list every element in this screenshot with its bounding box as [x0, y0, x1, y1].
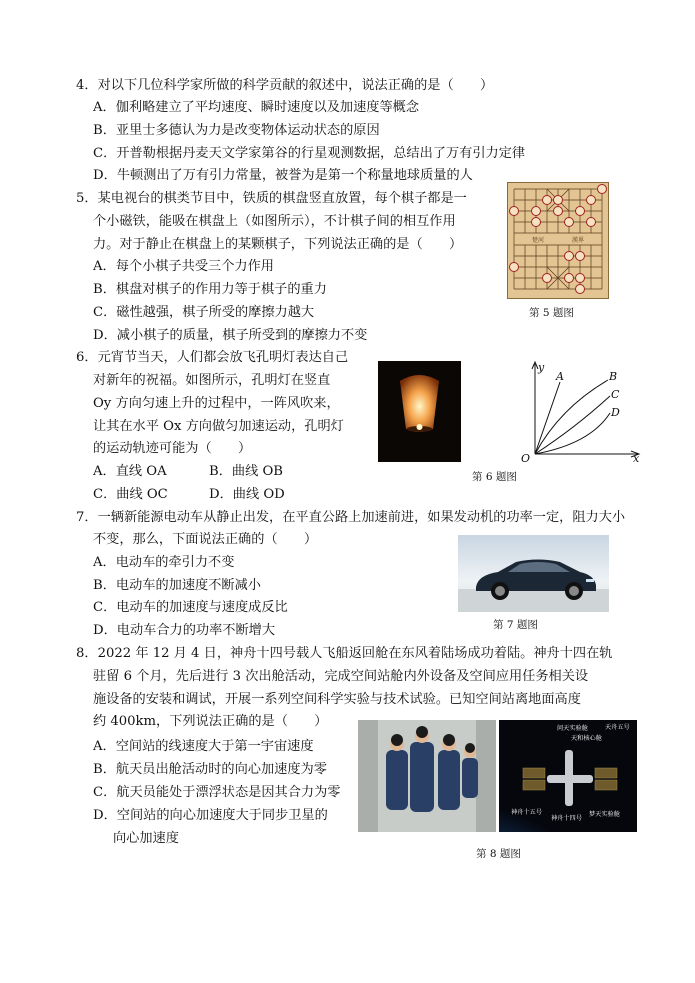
- q7-stem-line1: 7．一辆新能源电动车从静止出发，在平直公路上加速前进，如果发动机的功率一定，阻力大小: [76, 510, 626, 525]
- q5-stem-line2: 个小磁铁，能吸在棋盘上（如图所示），不计棋子间的相互作用: [93, 214, 456, 229]
- q4-stem: 4．对以下几位科学家所做的科学贡献的叙述中，说法正确的是（ ）: [76, 78, 494, 93]
- label-d: D: [611, 406, 620, 419]
- q4-option-d: D．牛顿测出了万有引力常量，被誉为是第一个称量地球质量的人: [93, 168, 473, 183]
- label-mengtian: 梦天实验舱: [589, 811, 620, 818]
- label-sz15: 神舟十五号: [511, 809, 542, 816]
- q6-stem-line5: 的运动轨迹可能为（ ）: [93, 441, 252, 456]
- curve-ob: [535, 380, 608, 454]
- q8-stem-line4: 约 400km，下列说法正确的是（ ）: [93, 714, 328, 729]
- board-text-right: 漢界: [572, 237, 585, 244]
- q8-option-c: C．航天员能处于漂浮状态是因其合力为零: [93, 785, 341, 800]
- space-station-photo: [499, 720, 637, 832]
- label-wentian: 问天实验舱: [557, 725, 588, 732]
- q6-stem-line2: 对新年的祝福。如图所示，孔明灯在竖直: [93, 373, 331, 388]
- q8-option-d-line1: D．空间站的向心加速度大于同步卫星的: [93, 808, 328, 823]
- board-text-left: 楚河: [532, 237, 545, 244]
- q8-option-d-line2: 向心加速度: [113, 831, 179, 846]
- q7-figure-caption: 第 7 题图: [493, 619, 538, 631]
- q7-option-d: D．电动车合力的功率不断增大: [93, 623, 276, 638]
- q5-option-d: D．减小棋子的质量，棋子所受到的摩擦力不变: [93, 328, 368, 343]
- q6-option-a: A．直线 OA: [93, 464, 167, 479]
- q6-stem-line4: 让其在水平 Ox 方向做匀加速运动，孔明灯: [93, 419, 344, 434]
- q7-option-a: A．电动车的牵引力不变: [93, 555, 235, 570]
- q5-option-b: B．棋盘对棋子的作用力等于棋子的重力: [93, 282, 327, 297]
- line-oa: [535, 382, 560, 454]
- y-axis-label: y: [538, 361, 545, 374]
- q8-figure-caption: 第 8 题图: [476, 848, 521, 860]
- label-sz14: 神舟十四号: [551, 815, 582, 822]
- curve-od: [535, 413, 610, 454]
- astronauts-photo: [358, 720, 496, 832]
- q5-option-a: A．每个小棋子共受三个力作用: [93, 259, 274, 274]
- q5-stem-line1: 5．某电视台的棋类节目中，铁质的棋盘竖直放置，每个棋子都是一: [76, 191, 467, 206]
- q6-option-c: C．曲线 OC: [93, 487, 168, 502]
- q5-stem-line3: 力。对于静止在棋盘上的某颗棋子，下列说法正确的是（ ）: [93, 237, 463, 252]
- q7-option-b: B．电动车的加速度不断减小: [93, 578, 261, 593]
- q4-option-c: C．开普勒根据丹麦天文学家第谷的行星观测数据，总结出了万有引力定律: [93, 146, 526, 161]
- q8-option-a: A．空间站的线速度大于第一宇宙速度: [93, 739, 314, 754]
- curve-oc: [535, 396, 610, 454]
- trajectory-graph: [500, 358, 645, 463]
- sky-lantern-photo: [378, 361, 461, 462]
- q8-stem-line1: 8．2022 年 12 月 4 日，神舟十四号载人飞船返回舱在东风着陆场成功着陆。神舟十四在轨: [76, 646, 613, 661]
- chessboard-image: [507, 182, 609, 299]
- label-a: A: [556, 370, 564, 383]
- q5-figure-caption: 第 5 题图: [529, 307, 574, 319]
- label-tianzhou: 天舟五号: [605, 724, 630, 731]
- q5-option-c: C．磁性越强，棋子所受的摩擦力越大: [93, 305, 315, 320]
- electric-car-photo: [458, 535, 609, 612]
- q8-stem-line3: 施设备的安装和调试，开展一系列空间科学实验与技术试验。已知空间站离地面高度: [93, 692, 581, 707]
- label-b: B: [609, 370, 618, 383]
- label-c: C: [611, 388, 620, 401]
- q6-option-b: B．曲线 OB: [209, 464, 283, 479]
- q6-option-d: D．曲线 OD: [209, 487, 285, 502]
- q8-option-b: B．航天员出舱活动时的向心加速度为零: [93, 762, 327, 777]
- q7-stem-line2: 不变，那么，下面说法正确的（ ）: [93, 532, 318, 547]
- q6-stem-line1: 6．元宵节当天，人们都会放飞孔明灯表达自己: [76, 350, 349, 365]
- q6-stem-line3: Oy 方向匀速上升的过程中，一阵风吹来，: [93, 396, 340, 411]
- q4-option-b: B．亚里士多德认为力是改变物体运动状态的原因: [93, 123, 380, 138]
- q8-stem-line2: 驻留 6 个月，先后进行 3 次出舱活动，完成空间站舱内外设备及空间应用任务相关设: [93, 669, 589, 684]
- origin-label: O: [521, 452, 531, 463]
- q7-option-c: C．电动车的加速度与速度成反比: [93, 600, 288, 615]
- q6-figure-caption: 第 6 题图: [472, 471, 517, 483]
- x-axis-label: x: [633, 452, 640, 463]
- q4-option-a: A．伽利略建立了平均速度、瞬时速度以及加速度等概念: [93, 100, 420, 115]
- label-tianhe: 天和核心舱: [571, 735, 602, 742]
